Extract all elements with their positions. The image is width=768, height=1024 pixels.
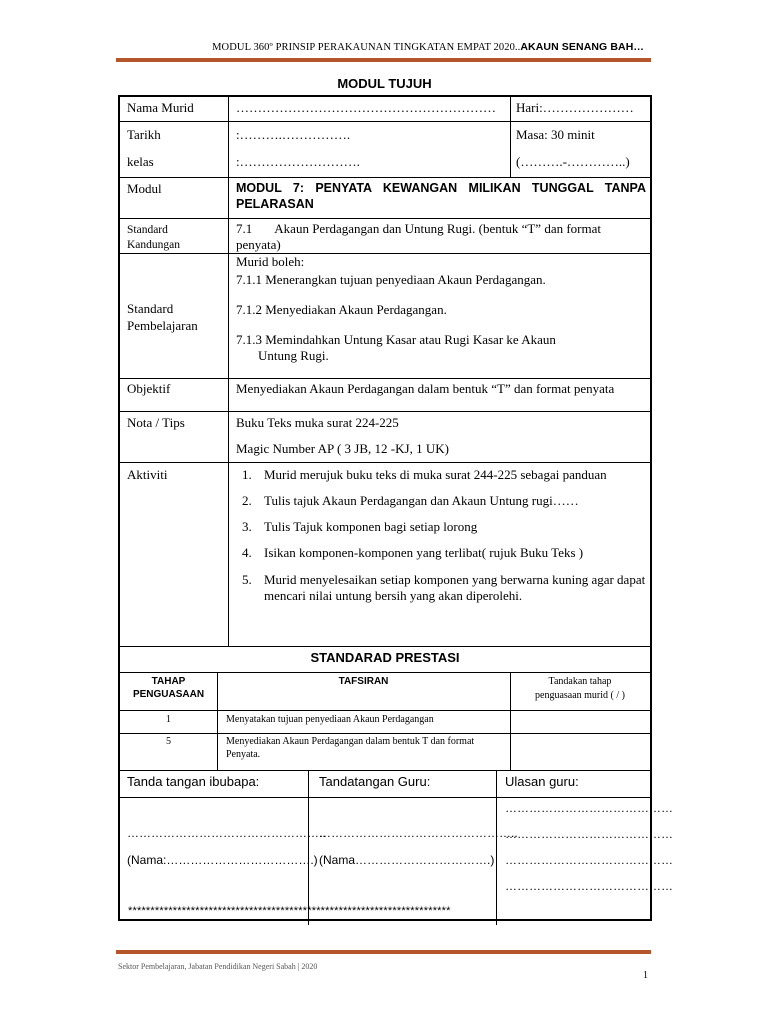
- row-divider: [120, 218, 650, 219]
- tarikh-field[interactable]: :……….…………….: [236, 127, 351, 142]
- aktiviti-num: 5.: [242, 572, 252, 587]
- objektif-label: Objektif: [127, 381, 171, 396]
- row-divider: [120, 253, 650, 254]
- prestasi-tahap: 1: [166, 714, 171, 725]
- sp-item: 7.1.1 Menerangkan tujuan penyediaan Akaun Perdagangan.: [236, 272, 546, 287]
- kelas-label: kelas: [127, 154, 154, 169]
- ulasan-line[interactable]: ……………………………………: [505, 801, 673, 815]
- sp-item: 7.1.2 Menyediakan Akaun Perdagangan.: [236, 302, 447, 317]
- footer-text: Sektor Pembelajaran, Jabatan Pendidikan Negeri Sabah | 2020: [118, 962, 318, 971]
- guru-label: Tandatangan Guru:: [319, 774, 431, 789]
- ibubapa-label: Tanda tangan ibubapa:: [127, 774, 260, 789]
- col-divider: [308, 770, 309, 925]
- objektif-value: Menyediakan Akaun Perdagangan dalam bentuk “T” dan format penyata: [236, 381, 615, 396]
- aktiviti-num: 2.: [242, 493, 252, 508]
- aktiviti-label: Aktiviti: [127, 467, 168, 482]
- aktiviti-num: 1.: [242, 467, 252, 482]
- sp-label-1: Standard: [127, 301, 174, 316]
- nota-line-1: Buku Teks muka surat 224-225: [236, 415, 399, 430]
- prestasi-title: STANDARAD PRESTASI: [310, 650, 460, 665]
- nota-label: Nota / Tips: [127, 415, 185, 430]
- col-divider: [496, 770, 497, 925]
- row-divider: [120, 646, 650, 647]
- col-divider: [510, 97, 511, 177]
- aktiviti-num: 3.: [242, 519, 252, 534]
- prestasi-tick-box[interactable]: [511, 734, 649, 769]
- page-number: 1: [643, 970, 648, 981]
- col-tafsiran: TAFSIRAN: [338, 676, 389, 687]
- module-form: [118, 95, 673, 921]
- ulasan-line[interactable]: ……………………………………: [505, 853, 673, 867]
- sp-item-cont: Untung Rugi.: [258, 348, 329, 363]
- masa-range-field[interactable]: (……….-…………..): [516, 154, 630, 169]
- ulasan-line[interactable]: ……………………………………: [505, 827, 673, 841]
- sk-label-1: Standard: [127, 224, 168, 236]
- masa-label: Masa: 30 minit: [516, 127, 595, 142]
- col-tanda-2: penguasaan murid ( / ): [535, 690, 625, 701]
- row-divider: [120, 797, 650, 798]
- col-tahap-1: TAHAP: [151, 676, 186, 687]
- prestasi-tick-box[interactable]: [511, 711, 649, 732]
- modul-label: Modul: [127, 181, 162, 196]
- row-divider: [120, 121, 650, 122]
- sk-label-2: Kandungan: [127, 239, 181, 251]
- row-divider: [120, 177, 650, 178]
- ibubapa-sign-line[interactable]: …………………………………………..: [127, 826, 326, 840]
- guru-nama-field[interactable]: (Nama…………………………….): [319, 853, 495, 867]
- row-divider: [120, 411, 650, 412]
- sp-label-2: Pembelajaran: [127, 318, 198, 333]
- modul-title: MODUL 7: PENYATA KEWANGAN MILIKAN TUNGGAL TANPA PELARASAN: [236, 181, 646, 211]
- prestasi-tafsiran: Menyediakan Akaun Perdagangan dalam bentuk T dan format Penyata.: [226, 736, 475, 760]
- ulasan-line[interactable]: ……………………………………: [505, 879, 673, 893]
- row-divider: [120, 672, 650, 673]
- nota-line-2: Magic Number AP ( 3 JB, 12 -KJ, 1 UK): [236, 441, 449, 456]
- header-prefix: MODUL 360º PRINSIP PERAKAUNAN TINGKATAN EMPAT 2020..: [212, 42, 521, 53]
- kelas-field[interactable]: :……………………….: [236, 154, 360, 169]
- header-suffix: AKAUN SENANG BAH…: [520, 41, 644, 53]
- header-rule: [116, 58, 651, 62]
- prestasi-tafsiran: Menyatakan tujuan penyediaan Akaun Perdagangan: [226, 714, 434, 725]
- aktiviti-item: Tulis tajuk Akaun Perdagangan dan Akaun Untung rugi……: [264, 493, 579, 508]
- footer-rule: [116, 950, 651, 954]
- star-divider: ************************************************************************: [128, 905, 451, 917]
- tarikh-label: Tarikh: [127, 127, 161, 142]
- col-tahap-2: PENGUASAAN: [132, 689, 205, 700]
- aktiviti-num: 4.: [242, 545, 252, 560]
- nama-murid-field[interactable]: ……………………………………………………: [236, 100, 496, 115]
- page-title: MODUL TUJUH: [337, 76, 432, 91]
- sp-item: 7.1.3 Memindahkan Untung Kasar atau Rugi Kasar ke Akaun: [236, 332, 556, 347]
- sk-value: 7.1 Akaun Perdagangan dan Untung Rugi. (bentuk “T” dan format penyata): [236, 221, 605, 252]
- hari-field[interactable]: Hari:…………………: [516, 100, 634, 115]
- page-header: [212, 41, 644, 53]
- aktiviti-item: Murid menyelesaikan setiap komponen yang berwarna kuning agar dapat mencari nilai untung bersih yang akan diperolehi.: [264, 572, 646, 603]
- col-tanda-1: Tandakan tahap: [548, 676, 612, 687]
- col-divider: [228, 97, 229, 646]
- prestasi-tahap: 5: [166, 736, 171, 747]
- row-divider: [120, 770, 650, 771]
- ibubapa-nama-field[interactable]: (Nama:……………………………….): [127, 853, 318, 867]
- row-divider: [120, 378, 650, 379]
- row-divider: [120, 462, 650, 463]
- guru-sign-line[interactable]: …………………………………………..: [319, 826, 518, 840]
- aktiviti-item: Tulis Tajuk komponen bagi setiap lorong: [264, 519, 478, 534]
- ulasan-label: Ulasan guru:: [505, 774, 579, 789]
- sp-intro: Murid boleh:: [236, 254, 305, 269]
- aktiviti-item: Isikan komponen-komponen yang terlibat( rujuk Buku Teks ): [264, 545, 584, 560]
- nama-murid-label: Nama Murid: [127, 100, 194, 115]
- aktiviti-item: Murid merujuk buku teks di muka surat 244-225 sebagai panduan: [264, 467, 607, 482]
